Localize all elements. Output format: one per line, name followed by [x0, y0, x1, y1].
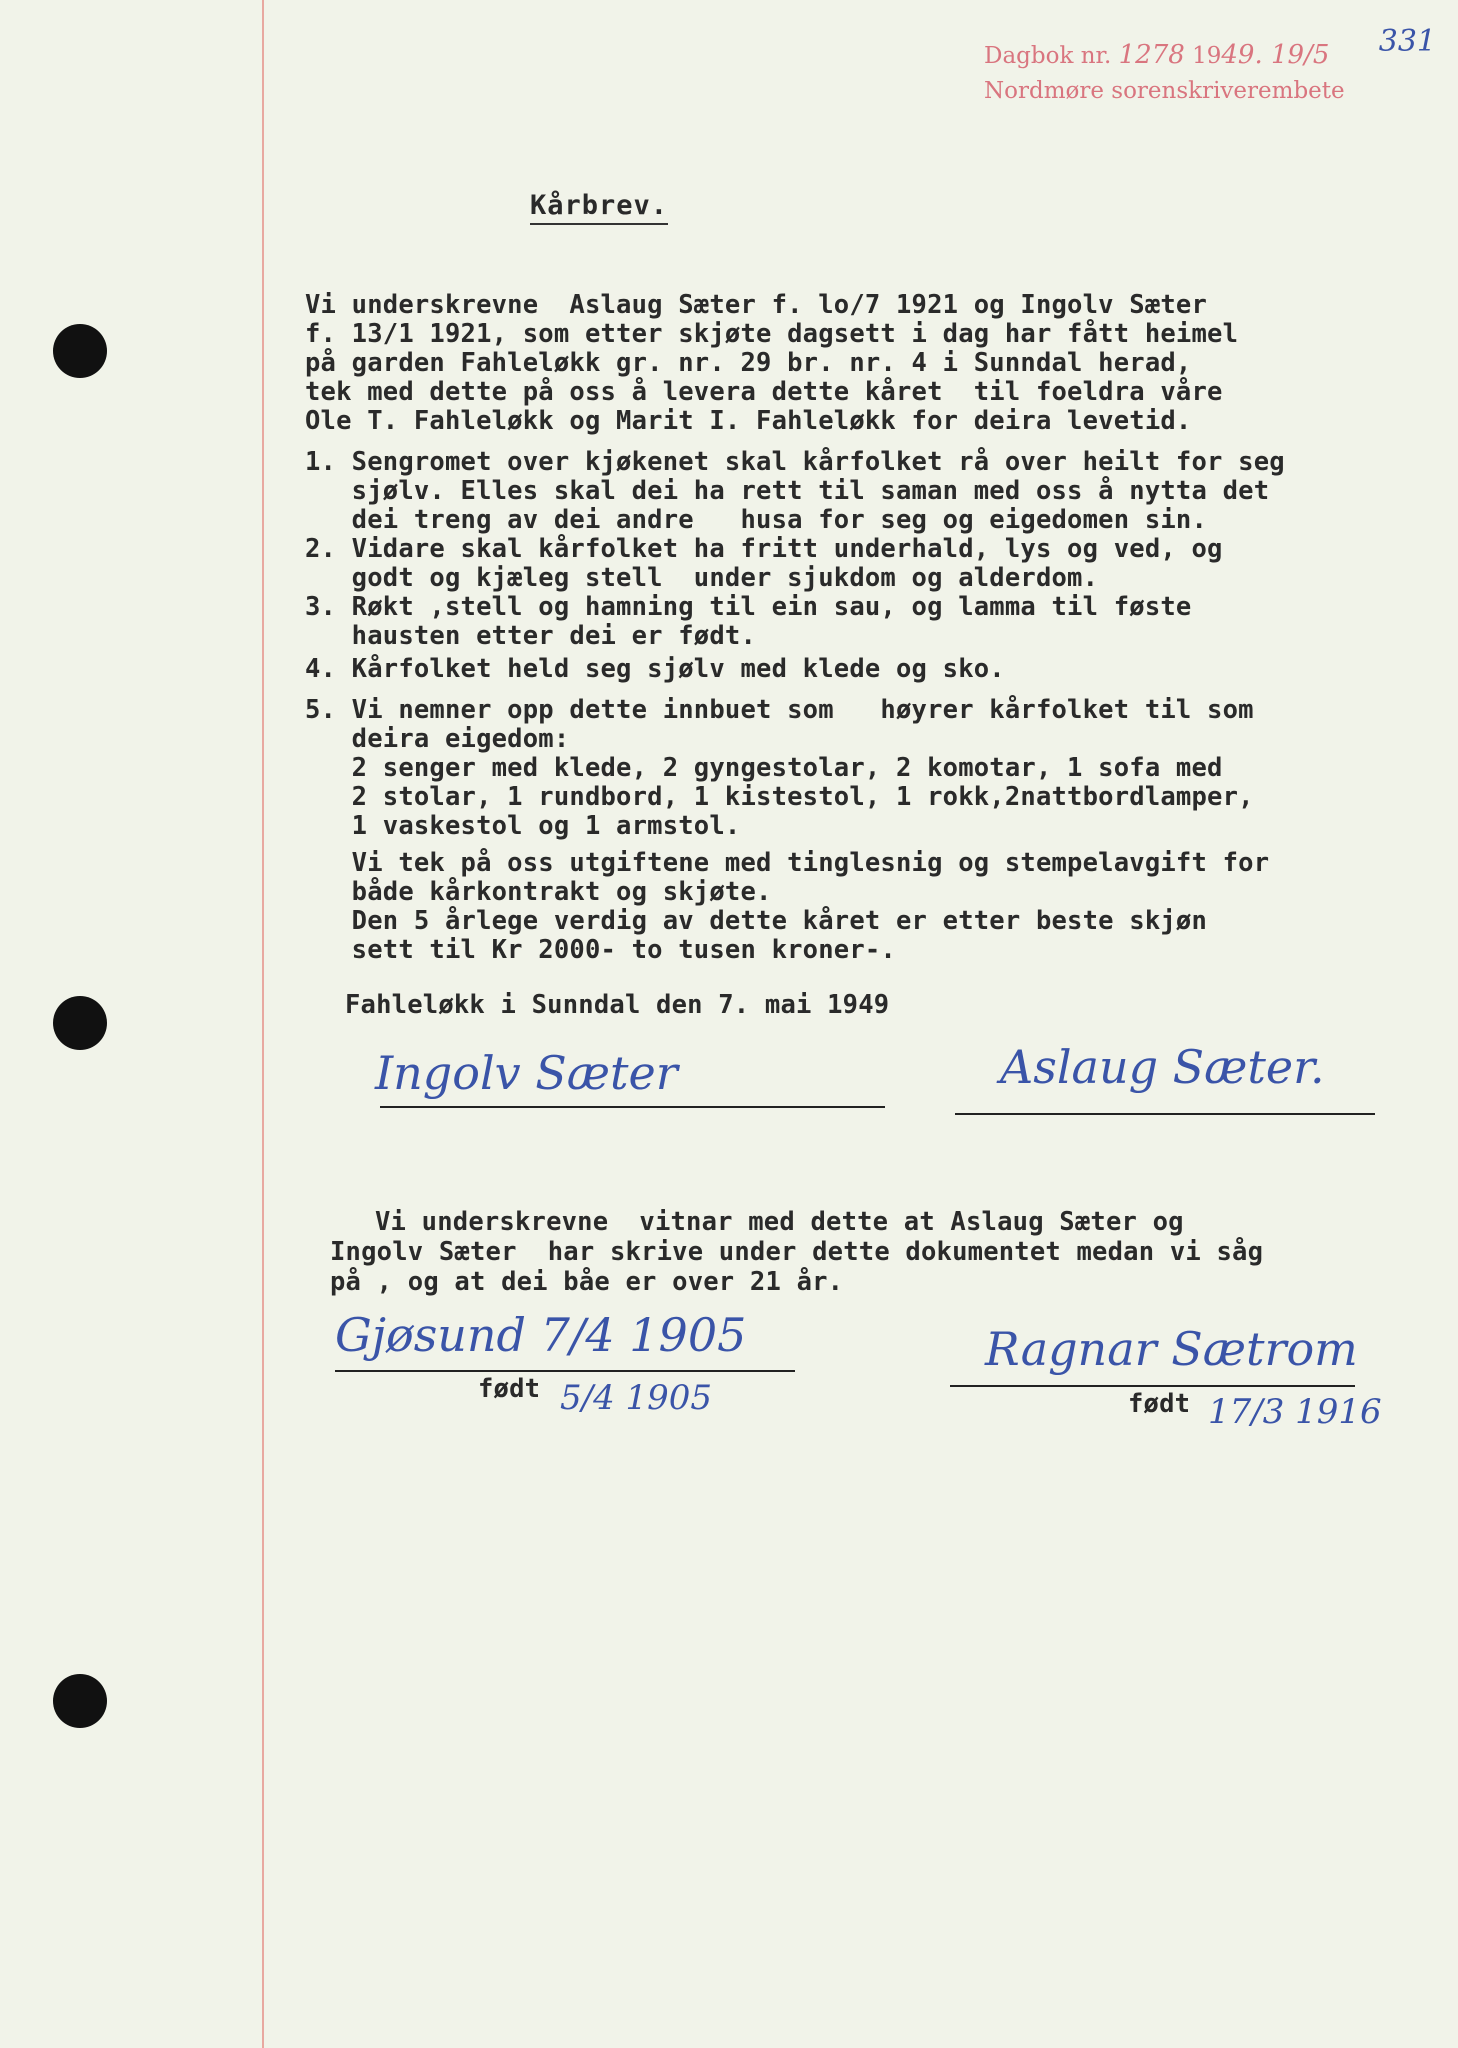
text-line: sjølv. Elles skal dei ha rett til saman med oss å nytta det	[305, 476, 1270, 506]
list-item-1: 1. Sengromet over kjøkenet skal kårfolket rå over heilt for seg	[305, 447, 1285, 477]
stamp-label: Dagbok nr.	[984, 43, 1112, 69]
text-line: Ingolv Sæter har skrive under dette dokumentet medan vi såg	[330, 1237, 1264, 1267]
born-label: født	[478, 1374, 541, 1404]
list-item-2: 2. Vidare skal kårfolket ha fritt underhald, lys og ved, og	[305, 534, 1223, 564]
text-line: Vi underskrevne vitnar med dette at Aslaug Sæter og	[375, 1207, 1184, 1237]
stamp-year-prefix: 19	[1192, 43, 1222, 69]
page-number: 331	[1378, 24, 1436, 59]
text-line: godt og kjæleg stell under sjukdom og alderdom.	[305, 563, 1099, 593]
text-line: på garden Fahleløkk gr. nr. 29 br. nr. 4 i Sunndal herad,	[305, 348, 1192, 378]
signature-aslaug: Aslaug Sæter.	[1000, 1040, 1325, 1094]
dagbok-stamp	[984, 40, 1329, 70]
text-line: 2 stolar, 1 rundbord, 1 kistestol, 1 rokk,2nattbordlamper,	[305, 782, 1254, 812]
list-item-5: 5. Vi nemner opp dette innbuet som høyrer kårfolket til som	[305, 695, 1254, 725]
text-line: Vi underskrevne Aslaug Sæter f. lo/7 1921 og Ingolv Sæter	[305, 290, 1208, 320]
text-line: dei treng av dei andre husa for seg og eigedomen sin.	[305, 505, 1208, 535]
punch-hole	[53, 1674, 107, 1728]
margin-line	[262, 0, 264, 2048]
document-title: Kårbrev.	[530, 190, 668, 225]
witness-signature-1: Gjøsund 7/4 1905	[335, 1308, 747, 1362]
place-date: Fahleløkk i Sunndal den 7. mai 1949	[345, 990, 890, 1020]
stamp-number: 1278	[1118, 40, 1185, 70]
signature-line	[380, 1106, 885, 1108]
text-line: på , og at dei båe er over 21 år.	[330, 1267, 844, 1297]
signature-ingolv: Ingolv Sæter	[375, 1046, 678, 1100]
born-label: født	[1128, 1389, 1191, 1419]
list-item-4: 4. Kårfolket held seg sjølv med klede og sko.	[305, 654, 1005, 684]
text-line: Vi tek på oss utgiftene med tinglesnig og stempelavgift for	[305, 848, 1270, 878]
text-line: f. 13/1 1921, som etter skjøte dagsett i dag har fått heimel	[305, 319, 1239, 349]
stamp-date: 49. 19/5	[1221, 40, 1330, 70]
witness-signature-2: Ragnar Sætrom	[985, 1322, 1358, 1376]
text-line: sett til Kr 2000- to tusen kroner-.	[305, 935, 896, 965]
list-item-3: 3. Røkt ,stell og hamning til ein sau, og lamma til føste	[305, 592, 1192, 622]
signature-line	[955, 1113, 1375, 1115]
text-line: Ole T. Fahleløkk og Marit I. Fahleløkk for deira levetid.	[305, 406, 1192, 436]
witness-2-born-date: 17/3 1916	[1208, 1392, 1382, 1432]
text-line: 1 vaskestol og 1 armstol.	[305, 811, 741, 841]
text-line: tek med dette på oss å levera dette kåret til foeldra våre	[305, 377, 1223, 407]
stamp-office: Nordmøre sorenskriverembete	[984, 78, 1345, 104]
punch-hole	[53, 996, 107, 1050]
text-line: deira eigedom:	[305, 724, 570, 754]
text-line: 2 senger med klede, 2 gyngestolar, 2 komotar, 1 sofa med	[305, 753, 1223, 783]
signature-line	[950, 1385, 1355, 1387]
text-line: hausten etter dei er født.	[305, 621, 757, 651]
text-line: Den 5 årlege verdig av dette kåret er etter beste skjøn	[305, 906, 1208, 936]
text-line: både kårkontrakt og skjøte.	[305, 877, 772, 907]
punch-hole	[53, 324, 107, 378]
signature-line	[335, 1370, 795, 1372]
witness-1-born-date: 5/4 1905	[560, 1378, 713, 1418]
